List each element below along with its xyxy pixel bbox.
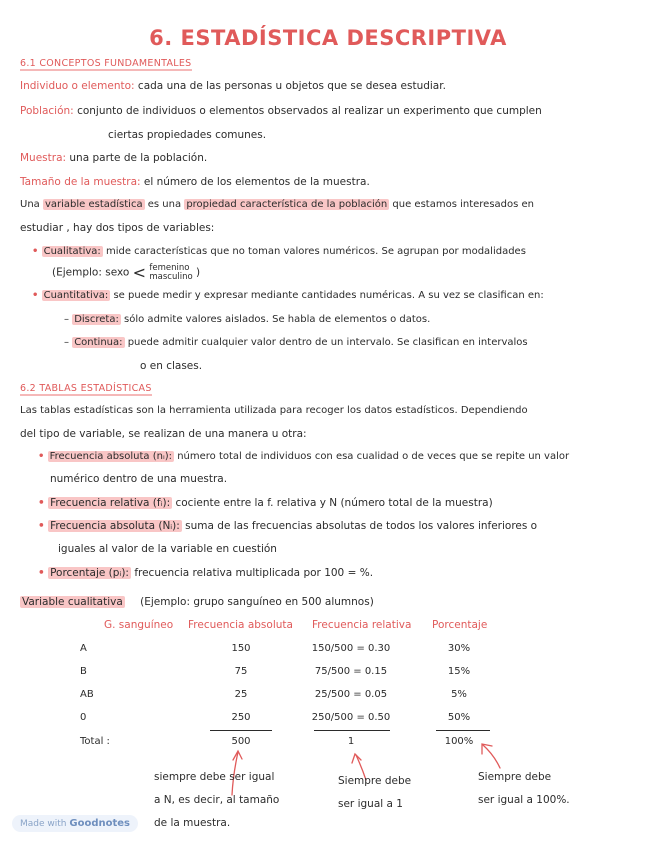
- term-tamano: Tamaño de la muestra:: [20, 176, 141, 188]
- section-heading-tablas: 6.2 TABLAS ESTADÍSTICAS: [20, 383, 152, 394]
- bullet-dot-icon: •: [38, 520, 45, 532]
- note-pct-2: ser igual a 100%.: [478, 794, 570, 806]
- table-total-abs: 500: [231, 736, 251, 747]
- table-cell-rel: 150/500 = 0.30: [311, 643, 391, 654]
- note-rel-1: Siempre debe: [338, 775, 412, 787]
- table-total-label: Total :: [80, 736, 110, 747]
- term-cuantitativa: Cuantitativa:: [43, 290, 109, 301]
- def-muestra: una parte de la población.: [69, 152, 208, 164]
- def-porcentaje: frecuencia relativa multiplicada por 100 = %.: [134, 567, 374, 579]
- table-cell-abs: 250: [231, 712, 251, 723]
- ejemplo-close: ): [196, 266, 201, 279]
- table-cell-pct: 50%: [447, 712, 471, 723]
- badge-brand: Goodnotes: [69, 818, 130, 829]
- def-frec-acumulada-2: iguales al valor de la variable en cuestión: [58, 543, 277, 555]
- table-cell-grupo: A: [80, 643, 87, 654]
- brace-icon: <: [132, 263, 147, 282]
- table-cell-grupo: AB: [80, 689, 94, 700]
- table-header-frec-absoluta: Frecuencia absoluta: [188, 619, 293, 631]
- ejemplo-opt-femenino: femenino: [149, 262, 190, 273]
- note-rel-2: ser igual a 1: [338, 798, 403, 810]
- dash-icon: –: [64, 337, 69, 348]
- table-cell-rel: 75/500 = 0.15: [314, 666, 388, 677]
- tablas-intro-2: del tipo de variable, se realizan de una manera u otra:: [20, 428, 307, 440]
- def-continua-2: o en clases.: [140, 360, 203, 372]
- table-cell-rel: 25/500 = 0.05: [314, 689, 388, 700]
- term-frec-absoluta: Frecuencia absoluta (nᵢ):: [49, 451, 173, 462]
- page-title: 6. ESTADÍSTICA DESCRIPTIVA: [149, 26, 507, 50]
- def-discreta: sólo admite valores aislados. Se habla de elementos o datos.: [124, 314, 431, 325]
- table-total-rel: 1: [347, 736, 355, 747]
- term-frec-relativa: Frecuencia relativa (fᵢ):: [50, 497, 171, 509]
- def-cualitativa: mide características que no toman valores numéricos. Se agrupan por modalidades: [105, 246, 526, 257]
- term-continua: Continua:: [74, 337, 123, 348]
- term-cualitativa: Cualitativa:: [43, 246, 101, 257]
- arrow-pct-icon: [483, 745, 500, 768]
- term-muestra: Muestra:: [20, 152, 67, 164]
- bullet-dot-icon: •: [32, 290, 39, 301]
- def-tamano: el número de los elementos de la muestra.: [143, 176, 370, 188]
- table-cell-abs: 75: [234, 666, 248, 677]
- variable-intro-a: Una: [20, 199, 40, 210]
- badge-made-with: Made with: [20, 819, 67, 829]
- def-continua: puede admitir cualquier valor dentro de un intervalo. Se clasifican en intervalos: [127, 337, 528, 348]
- table-total-pct: 100%: [444, 736, 474, 747]
- note-abs-1: siempre debe ser igual: [154, 771, 275, 783]
- bullet-dot-icon: •: [38, 567, 45, 579]
- term-variable: variable estadística: [44, 199, 143, 210]
- goodnotes-badge[interactable]: [12, 815, 138, 832]
- table-cell-rel: 250/500 = 0.50: [311, 712, 391, 723]
- def-frec-absoluta-2: numérico dentro de una muestra.: [50, 473, 228, 485]
- note-pct-1: Siempre debe: [478, 771, 552, 783]
- note-abs: [154, 766, 279, 835]
- variable-intro-c: que estamos interesados en: [392, 199, 534, 210]
- table-header-porcentaje: Porcentaje: [432, 619, 488, 631]
- term-poblacion: Población:: [20, 105, 74, 117]
- variable-intro-b: es una: [147, 199, 182, 210]
- ejemplo-opt-masculino: masculino: [149, 271, 193, 282]
- table-cell-abs: 25: [234, 689, 248, 700]
- note-abs-2: a N, es decir, al tamaño: [154, 794, 280, 806]
- table-label: Variable cualitativa: [22, 596, 123, 608]
- term-discreta: Discreta:: [74, 314, 119, 325]
- table-cell-pct: 15%: [447, 666, 471, 677]
- table-cell-pct: 30%: [447, 643, 471, 654]
- dash-icon: –: [64, 314, 69, 325]
- note-rel: [338, 770, 411, 816]
- bullet-dot-icon: •: [38, 451, 45, 462]
- def-frec-relativa: cociente entre la f. relativa y N (número total de la muestra): [175, 497, 493, 509]
- tablas-intro-1: Las tablas estadísticas son la herramienta utilizada para recoger los datos estadísticos. Dependiendo: [20, 405, 528, 416]
- table-header-grupo: G. sanguíneo: [104, 619, 174, 631]
- def-frec-acumulada: suma de las frecuencias absolutas de todos los valores inferiores o: [185, 520, 538, 532]
- term-frec-acumulada: Frecuencia absoluta (Nᵢ):: [50, 520, 180, 532]
- term-porcentaje: Porcentaje (pᵢ):: [50, 567, 129, 579]
- bullet-dot-icon: •: [32, 246, 39, 257]
- table-cell-grupo: B: [80, 666, 87, 677]
- table-header-frec-relativa: Frecuencia relativa: [312, 619, 412, 631]
- table-cell-pct: 5%: [451, 689, 467, 700]
- table-example: (Ejemplo: grupo sanguíneo en 500 alumnos): [140, 596, 374, 608]
- term-individuo: Individuo o elemento:: [20, 80, 135, 92]
- note-abs-3: de la muestra.: [154, 817, 231, 829]
- def-frec-absoluta: número total de individuos con esa cualidad o de veces que se repite un valor: [177, 451, 570, 462]
- variable-intro-2: estudiar , hay dos tipos de variables:: [20, 222, 215, 234]
- table-cell-grupo: 0: [80, 712, 87, 723]
- section-heading-conceptos: 6.1 CONCEPTOS FUNDAMENTALES: [20, 58, 192, 69]
- def-cuantitativa: se puede medir y expresar mediante cantidades numéricas. A su vez se clasifican en:: [113, 290, 544, 301]
- bullet-dot-icon: •: [38, 497, 45, 509]
- def-poblacion-1: conjunto de individuos o elementos observados al realizar un experimento que cumplen: [77, 105, 542, 117]
- def-individuo: cada una de las personas u objetos que se desea estudiar.: [137, 80, 446, 92]
- variable-propiedad: propiedad característica de la población: [186, 199, 388, 210]
- note-pct: [478, 766, 570, 812]
- table-cell-abs: 150: [231, 643, 251, 654]
- ejemplo-label: (Ejemplo: sexo: [52, 266, 130, 279]
- def-poblacion-2: ciertas propiedades comunes.: [108, 129, 267, 141]
